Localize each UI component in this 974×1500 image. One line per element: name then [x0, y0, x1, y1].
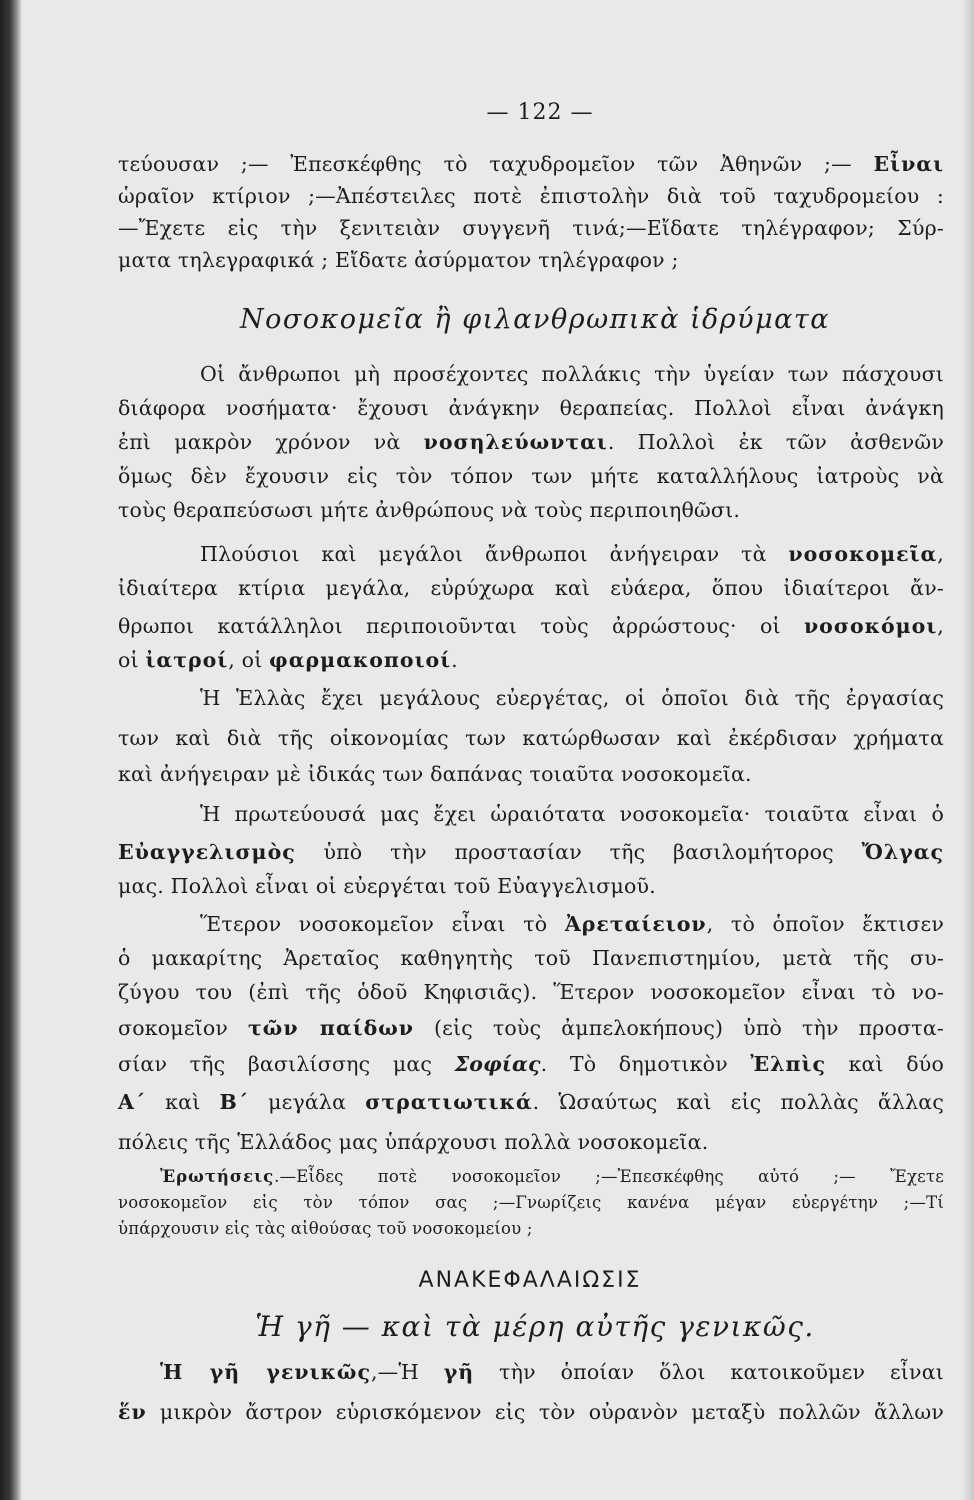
body-line — [118, 646, 944, 674]
bold-term: ἰατροί — [145, 648, 229, 672]
text-run: των καὶ διὰ τῆς οἰκονομίας των κατώρθωσαν καὶ ἐκέρδισαν χρήματα — [118, 726, 944, 750]
text-run: ὑπάρχουσιν εἰς τὰς αἰθούσας τοῦ νοσοκομείου ; — [118, 1219, 533, 1238]
text-run: , οἱ — [228, 648, 270, 672]
body-line — [118, 1088, 944, 1116]
body-line — [200, 360, 944, 388]
text-run: ὅμως δὲν ἔχουσιν εἰς τὸν τόπον των μήτε καταλλήλους ἰατροὺς νὰ — [118, 464, 944, 488]
text-run: τεύουσαν ;— Ἐπεσκέφθης τὸ ταχυδρομεῖον τῶν Ἀθηνῶν ;— — [118, 152, 874, 176]
bold-term: νοσοκομεῖα — [788, 542, 938, 566]
text-run: διάφορα νοσήματα· ἔχουσι ἀνάγκην θεραπείας. Πολλοὶ εἶναι ἀνάγκη — [118, 396, 944, 420]
body-line — [118, 978, 944, 1006]
text-run: μεγάλα — [249, 1090, 366, 1114]
text-run: ὡραῖον κτίριον ;—Ἀπέστειλες ποτὲ ἐπιστολὴν διὰ τοῦ ταχυδρομείου : — [118, 184, 944, 208]
text-run: ματα τηλεγραφικά ; Εἴδατε ἀσύρματον τηλέγραφον ; — [118, 248, 679, 272]
text-run: σοκομεῖον — [118, 1016, 249, 1040]
bold-term: τῶν παίδων — [248, 1016, 415, 1040]
body-line — [200, 540, 944, 568]
text-run: πόλεις τῆς Ἑλλάδος μας ὑπάρχουσι πολλὰ νοσοκομεῖα. — [118, 1130, 709, 1154]
intro-line — [118, 182, 944, 210]
text-run: νοσοκομεῖον εἰς τὸν τόπον σας ;—Γνωρίζεις κανένα μέγαν εὐεργέτην ;—Τί — [118, 1193, 944, 1212]
body-line — [118, 1050, 944, 1078]
text-run: τὴν ὁποίαν ὅλοι κατοικοῦμεν εἶναι — [474, 1360, 944, 1384]
body-line — [118, 574, 944, 602]
body-line — [118, 760, 944, 788]
questions-line — [160, 1166, 944, 1188]
bold-term: Ἡ γῆ γενικῶς — [160, 1360, 371, 1384]
body-line — [118, 462, 944, 490]
body-line — [118, 394, 944, 422]
text-run: οἱ — [118, 648, 146, 672]
bold-term: Ὄλγας — [861, 840, 944, 864]
text-run: ἰδιαίτερα κτίρια μεγάλα, εὐρύχωρα καὶ εὐάερα, ὅπου ἰδιαίτεροι ἄν- — [118, 576, 944, 600]
text-run: , τὸ ὁποῖον ἔκτισεν — [706, 912, 944, 936]
bold-italic-term: Σοφίας — [454, 1052, 541, 1076]
text-run: τοὺς θεραπεύσωσι μήτε ἀνθρώπους νὰ τοὺς περιποιηθῶσι. — [118, 498, 741, 522]
text-run: μικρὸν ἄστρον εὑρισκόμενον εἰς τὸν οὐρανὸν μεταξὺ πολλῶν ἄλλων — [146, 1400, 944, 1424]
body-line — [118, 428, 944, 456]
bold-term: Ἀρεταίειον — [564, 912, 707, 936]
text-run: Ἕτερον νοσοκομεῖον εἶναι τὸ — [200, 912, 565, 936]
recap-heading: ΑΝΑΚΕΦΑΛΑΙΩΣΙΣ — [418, 1268, 642, 1293]
bold-term: στρατιωτικά — [365, 1090, 533, 1114]
body-line — [118, 1014, 944, 1042]
text-run: καὶ — [146, 1090, 220, 1114]
text-run: Οἱ ἄνθρωποι μὴ προσέχοντες πολλάκις τὴν ὑγείαν των πάσχουσι — [200, 362, 944, 386]
questions-line — [118, 1192, 944, 1214]
body-line — [118, 872, 944, 900]
text-run: .—Εἶδες ποτὲ νοσοκομεῖον ;—Ἐπεσκέφθης αὐτό ;— Ἔχετε — [274, 1167, 944, 1186]
text-run: καὶ δύο — [825, 1052, 944, 1076]
body-line — [118, 496, 944, 524]
text-run: καὶ ἀνήγειραν μὲ ἰδικάς των δαπάνας τοιαῦτα νοσοκομεῖα. — [118, 762, 752, 786]
section-title: Νοσοκομεῖα ἢ φιλανθρωπικὰ ἱδρύματα — [239, 304, 831, 335]
final-line — [160, 1358, 944, 1386]
bold-term: νοσηλεύωνται — [423, 430, 608, 454]
bold-term: νοσοκόμοι — [803, 614, 938, 638]
text-run: —Ἔχετε εἰς τὴν ξενιτειὰν συγγενῆ τινά;—Εἴδατε τηλέγραφον; Σύρ- — [118, 216, 944, 240]
body-line — [118, 944, 944, 972]
bold-term: Ἐρωτήσεις — [160, 1167, 275, 1186]
text-run: (εἰς τοὺς ἀμπελοκήπους) ὑπὸ τὴν προστα- — [414, 1016, 944, 1040]
bold-term: Α΄ — [118, 1090, 147, 1114]
text-run: ὑπὸ τὴν προστασίαν τῆς βασιλομήτορος — [295, 840, 862, 864]
text-run: . Τὸ δημοτικὸν — [540, 1052, 751, 1076]
body-line — [118, 612, 944, 640]
questions-line — [118, 1218, 944, 1240]
text-run: θρωποι κατάλληλοι περιποιοῦνται τοὺς ἀρρώστους· οἱ — [118, 614, 804, 638]
bold-term: Εὐαγγελισμὸς — [118, 840, 296, 864]
bold-term: γῆ — [443, 1360, 475, 1384]
body-line — [118, 1128, 944, 1156]
text-run: ζύγου του (ἐπὶ τῆς ὁδοῦ Κηφισιᾶς). Ἕτερον νοσοκομεῖον εἶναι τὸ νο- — [118, 980, 944, 1004]
bold-term: Β΄ — [219, 1090, 250, 1114]
intro-line — [118, 150, 944, 178]
text-run: ,—Ἡ — [370, 1360, 444, 1384]
text-run: . Ὡσαύτως καὶ εἰς πολλὰς ἄλλας — [532, 1090, 945, 1114]
text-run: Ἡ πρωτεύουσά μας ἔχει ὡραιότατα νοσοκομεῖα· τοιαῦτα εἶναι ὁ — [200, 802, 944, 826]
final-line — [118, 1398, 944, 1426]
recap-subtitle: Ἡ γῆ — καὶ τὰ μέρη αὐτῆς γενικῶς. — [255, 1310, 815, 1343]
text-run: Ἡ Ἑλλὰς ἔχει μεγάλους εὐεργέτας, οἱ ὁποῖοι διὰ τῆς ἐργασίας — [200, 686, 944, 710]
text-run: σίαν τῆς βασιλίσσης μας — [118, 1052, 455, 1076]
body-line — [200, 910, 944, 938]
body-line — [200, 684, 944, 712]
text-run: ὁ μακαρίτης Ἀρεταῖος καθηγητὴς τοῦ Πανεπιστημίου, μετὰ τῆς συ- — [118, 946, 944, 970]
body-line — [200, 800, 944, 828]
intro-line — [118, 214, 944, 242]
bold-term: Εἶναι — [873, 152, 944, 176]
intro-line — [118, 246, 944, 274]
text-run: ἐπὶ μακρὸν χρόνον νὰ — [118, 430, 424, 454]
bold-term: Ἐλπὶς — [750, 1052, 826, 1076]
text-run: . — [451, 648, 458, 672]
text-run: μας. Πολλοὶ εἶναι οἱ εὐεργέται τοῦ Εὐαγγελισμοῦ. — [118, 874, 656, 898]
bold-term: φαρμακοποιοί — [269, 648, 452, 672]
text-run: Πλούσιοι καὶ μεγάλοι ἄνθρωποι ἀνήγειραν τὰ — [200, 542, 789, 566]
text-run: . Πολλοὶ ἐκ τῶν ἀσθενῶν — [607, 430, 945, 454]
text-run: , — [937, 614, 944, 638]
bold-term: ἕν — [118, 1400, 147, 1424]
text-run: , — [937, 542, 944, 566]
page-number: — 122 — — [486, 100, 594, 125]
body-line — [118, 838, 944, 866]
body-line — [118, 724, 944, 752]
